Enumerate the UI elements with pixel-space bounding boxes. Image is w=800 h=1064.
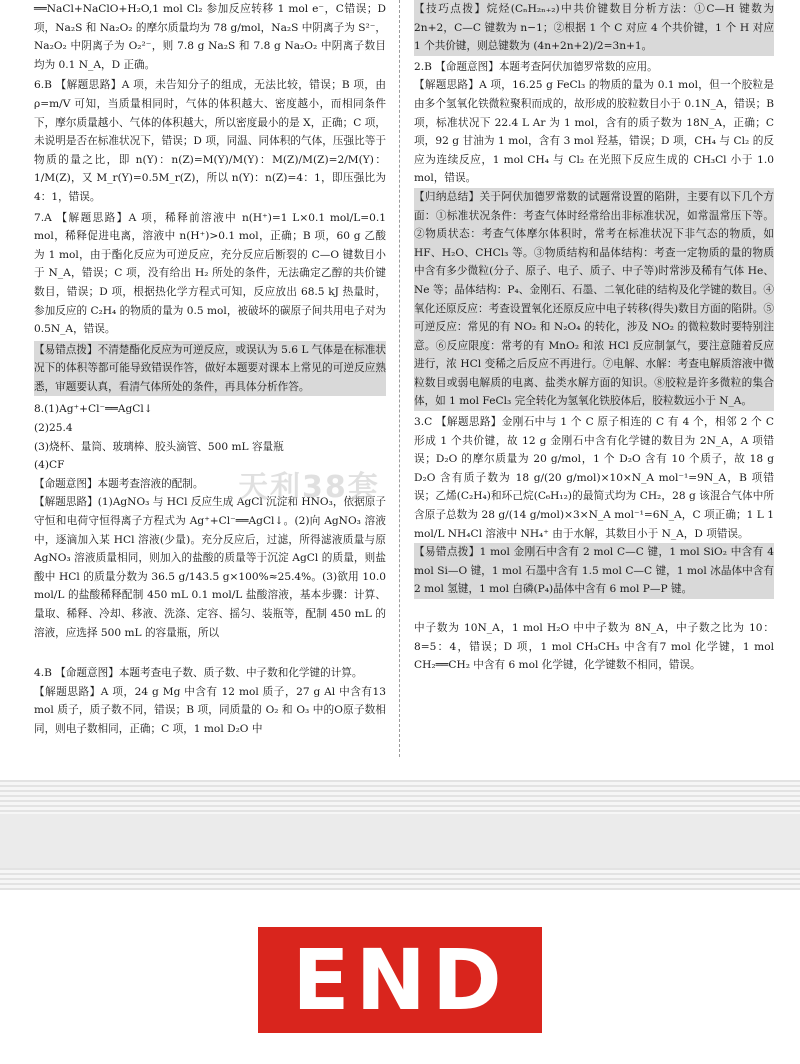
answer-2-analysis: 【解题思路】A 项，16.25 g FeCl₃ 的物质的量为 0.1 mol，但一个胶粒是由多个氢氧化铁微粒聚积而成的，故形成的胶粒数目小于 0.1N_A，错误；B 项，标准状况下 22.4 L Ar 为 1 mol，含有的质子数为 18N_A，正确；C 项，92 g 甘油为 1 mol，含有 3 mol 羟基，错误；D 项，CH₄ 与 Cl₂ 的反应为连续反应，1 mol CH₄ 与 Cl₂ 在光照下反应生成的 CH₃Cl 小于 1.0 mol，错误。 [414,79,774,185]
answer-block-2: 2.B 【命题意图】本题考查阿伏加德罗常数的应用。 [414,60,658,73]
answer-8-analysis: 【解题思路】(1)AgNO₃ 与 HCl 反应生成 AgCl 沉淀和 HNO₃，依据原子守恒和电荷守恒得离子方程式为 Ag⁺+Cl⁻══AgCl↓。(2)向 AgNO₃ 溶液中，逐滴加入某 HCl 溶液(少量)。充分反应后，过滤，所得滤液质量与原 AgNO₃ 溶液质量相同，则加入的盐酸的质量等于沉淀 AgCl 的质量，则盐酸中 HCl 的质量分数为 36.5 g/143.5 g×100%≈25.4%。(3)欲用 10.0 mol/L 的盐酸稀释配制 450 mL 0.1 mol/L 盐酸溶液，基本步骤：计算、量取、稀释、冷却、移液、洗涤、定容、摇匀、装瓶等，配制 450 mL 的溶液，应选择 500 mL 的容量瓶，所以 [34,496,386,639]
answer-block-nacl: ══NaCl+NaClO+H₂O,1 mol Cl₂ 参加反应转移 1 mol e⁻，C错误；D 项，Na₂S 和 Na₂O₂ 的摩尔质量均为 78 g/mol，Na₂S 中阴离子为 S²⁻，Na₂O₂ 中阴离子为 O₂²⁻，则 7.8 g Na₂S 和 7.8 g Na₂O₂ 中阴离子数目均为 0.1 N_A，D 正确。 [34,3,386,71]
answer-block-7: 7.A 【解题思路】A 项，稀释前溶液中 n(H⁺)=1 L×0.1 mol/L=0.1 mol，稀释促进电离，溶液中 n(H⁺)>0.1 mol，正确；B 项，60 g 乙酸为 1 mol，由于酯化反应为可逆反应，充分反应后断裂的 C—O 键数目小于 N_A，错误；C 项，没有给出 H₂ 所处的条件，无法确定乙醇的共价键数目，错误；D 项，根据热化学方程式可知，反应放出 68.5 kJ 热量时，参加反应的 C₂H₄ 的物质的量为 0.5 mol，被破坏的碳原子间共用电子对为 0.5N_A，错误。 [34,211,386,336]
column-divider [399,0,400,757]
answer-8-part2: (2)25.4 [34,422,73,435]
answer-4-continued: 中子数为 10N_A，1 mol H₂O 中中子数为 8N_A，中子数之比为 10：8=5：4，错误；D 项，1 mol CH₃CH₃ 中含有7 mol 化学键，1 mol CH₂══CH₂ 中含有 6 mol 化学键，化学键数不相同，错误。 [414,622,774,672]
tip-block-alkane: 【技巧点拨】烷烃(CₙH₂ₙ₊₂)中共价键数目分析方法：①C—H 键数为 2n+2，C—C 键数为 n−1；②根据 1 个 C 对应 4 个共价键，1 个 H 对应 1 个共价键，则总键数为 (4n+2n+2)/2=3n+1。 [414,0,774,56]
end-label: END [292,931,508,1029]
decorative-band-top [0,780,800,814]
answer-block-3: 3.C 【解题思路】金刚石中与 1 个 C 原子相连的 C 有 4 个，相邻 2 个 C 形成 1 个共价键，故 12 g 金刚石中含有化学键的数目为 2N_A，A 项错误；D₂O 的摩尔质量为 20 g/mol，1 个 D₂O 含有 10 个质子，故 18 g D₂O 含有质子数为 18 g/(20 g/mol)×10×N_A mol⁻¹=9N_A，B 项错误；乙烯(C₂H₄)和环己烷(C₆H₁₂)的最简式均为 CH₂，28 g 该混合气体中所含原子总数为 28 g/(14 g/mol)×3×N_A mol⁻¹=6N_A，C 项正确；1 L 1 mol/L NH₄Cl 溶液中 NH₄⁺ 由于水解，其数目小于 N_A，D 项错误。 [414,416,774,540]
answer-block-6: 6.B 【解题思路】A 项，未告知分子的组成，无法比较，错误；B 项，由 ρ=m/V 可知，当质量相同时，气体的体积越大、密度越小，而相同条件下，摩尔质量越小、气体的体积越大，所以密度最小的是 X，正确；C 项，未说明是否在标准状况下，错误；D 项，同温、同体积的气体，压强比等于物质的量之比，即 n(Y)：n(Z)=M(Y)/M(Y)：M(Z)/M(Z)=2/M(Y)：1/M(Z)，又 M_r(Y)=0.5M_r(Z)，所以 n(Y)：n(Z)=4：1，即压强比为 4：1，错误。 [34,79,386,203]
decorative-band-middle [0,814,800,868]
summary-block-2: 【归纳总结】关于阿伏加德罗常数的试题常设置的陷阱，主要有以下几个方面：①标准状况条件：考查气体时经常给出非标准状况，如常温常压下等。②物质状态：考查气体摩尔体积时，常考在标准状况下非气态的物质，如 HF、H₂O、CHCl₃ 等。③物质结构和晶体结构：考查一定物质的量的物质中含有多少微粒(分子、原子、电子、质子、中子等)时常涉及稀有气体 He、Ne 等；晶体结构：P₄、金刚石、石墨、二氧化硅的结构及化学键的数目。④氧化还原反应：考查设置氧化还原反应中电子转移(得失)数目方面的陷阱。⑤可逆反应：常见的有 NO₂ 和 N₂O₄ 的转化，涉及 NO₂ 的微粒数时要特别注意。⑥反应限度：常考的有 MnO₂ 和浓 HCl 反应制氯气，要注意随着反应进行，浓 HCl 变稀之后反应不再进行。⑦电解、水解：考查电解质溶液中微粒数目或弱电解质的电离、盐类水解方面的知识。⑧胶粒是许多微粒的集合体，如 1 mol FeCl₃ 完全转化为氢氧化铁胶体后，胶粒数远小于 N_A。 [414,188,774,411]
answer-block-4: 4.B 【命题意图】本题考查电子数、质子数、中子数和化学键的计算。 [34,667,363,680]
answer-8-part4: (4)CF [34,459,65,472]
watermark-logo: 天利38套 [238,470,380,505]
right-column [414,0,774,675]
decorative-band-bottom [0,868,800,890]
answer-8-part3: (3)烧杯、量筒、玻璃棒、胶头滴管、500 mL 容量瓶 [34,440,284,453]
tip-block-3: 【易错点拨】1 mol 金刚石中含有 2 mol C—C 键，1 mol SiO₂ 中含有 4 mol Si—O 键，1 mol 石墨中含有 1.5 mol C—C 键，1 mol 冰晶体中含有 2 mol 氢键，1 mol 白磷(P₄)晶体中含有 6 mol P—P 键。 [414,543,774,599]
answer-4-analysis: 【解题思路】A 项，24 g Mg 中含有 12 mol 质子，27 g Al 中含有13 mol 质子，质子数不同，错误；B 项，同质量的 O₂ 和 O₃ 中的O原子数相同，则电子数相同，正确；C 项，1 mol D₂O 中 [34,685,386,735]
answer-8-part1: 8.(1)Ag⁺+Cl⁻══AgCl↓ [34,403,153,416]
end-banner [258,927,542,1033]
tip-block-7: 【易错点拨】不清楚酯化反应为可逆反应，或误认为 5.6 L 气体是在标准状况下的体积等都可能导致错误作答，做好本题要对课本上常见的可逆反应熟悉，审题要认真，看清气体所处的条件，再具体分析作答。 [34,341,386,397]
answer-8-intent: 【命题意图】本题考查溶液的配制。 [34,477,204,490]
left-column [34,0,386,739]
